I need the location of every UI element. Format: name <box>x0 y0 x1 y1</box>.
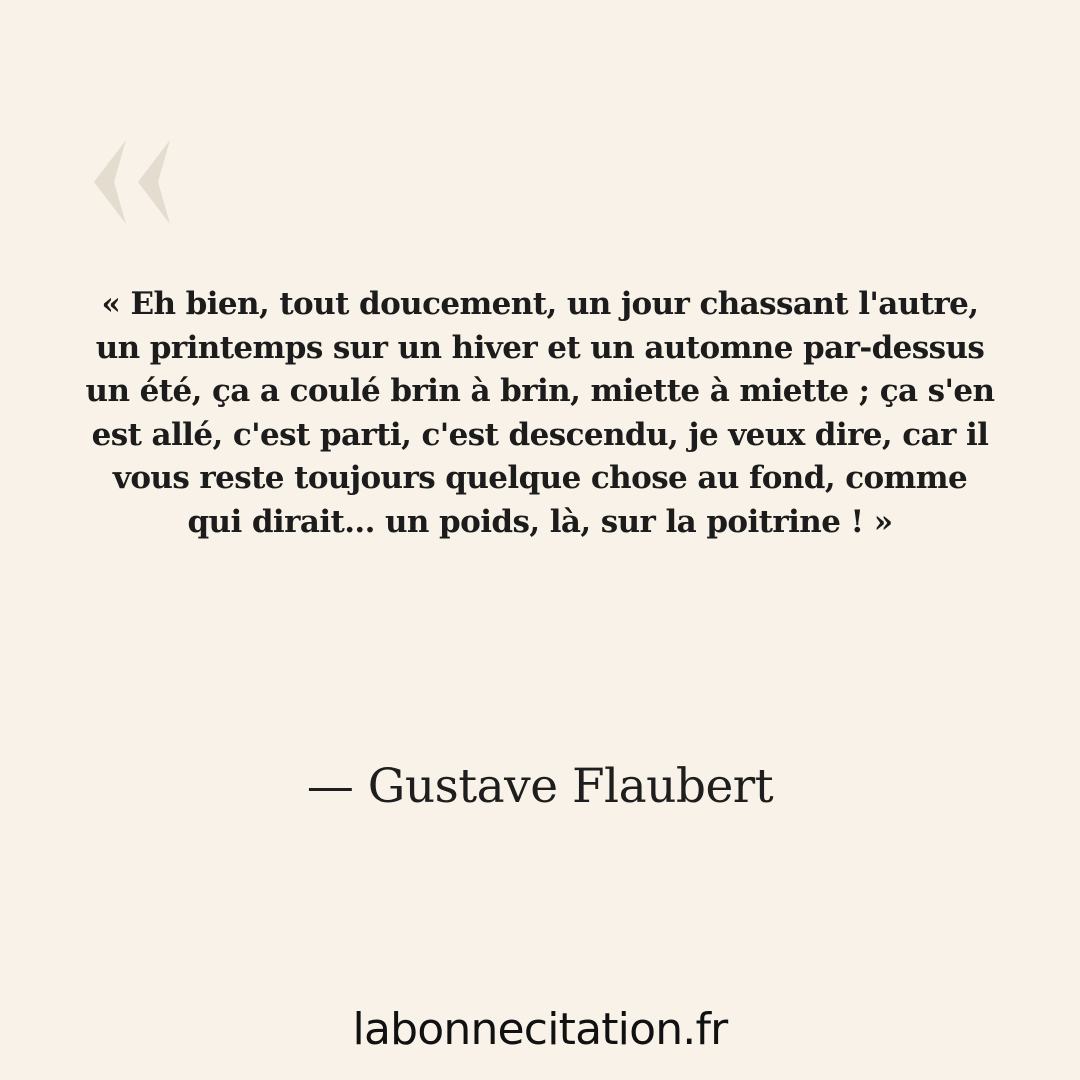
quote-line: « Eh bien, tout doucement, un jour chassant l'autre, <box>101 286 979 322</box>
quote-line: est allé, c'est parti, c'est descendu, je veux dire, car il <box>91 416 989 453</box>
quote-author: — Gustave Flaubert <box>306 759 774 814</box>
quote-line: un été, ça a coulé brin à brin, miette à miette ; ça s'en <box>85 373 995 409</box>
site-url[interactable]: labonnecitation.fr <box>352 1004 728 1055</box>
quote-text <box>80 283 1000 544</box>
left-guillemet-icon <box>84 132 180 232</box>
quote-line: qui dirait... un poids, là, sur la poitrine ! » <box>187 503 893 540</box>
quote-line: vous reste toujours quelque chose au fond, comme <box>112 460 968 496</box>
quote-line: un printemps sur un hiver et un automne par-dessus <box>95 329 985 366</box>
